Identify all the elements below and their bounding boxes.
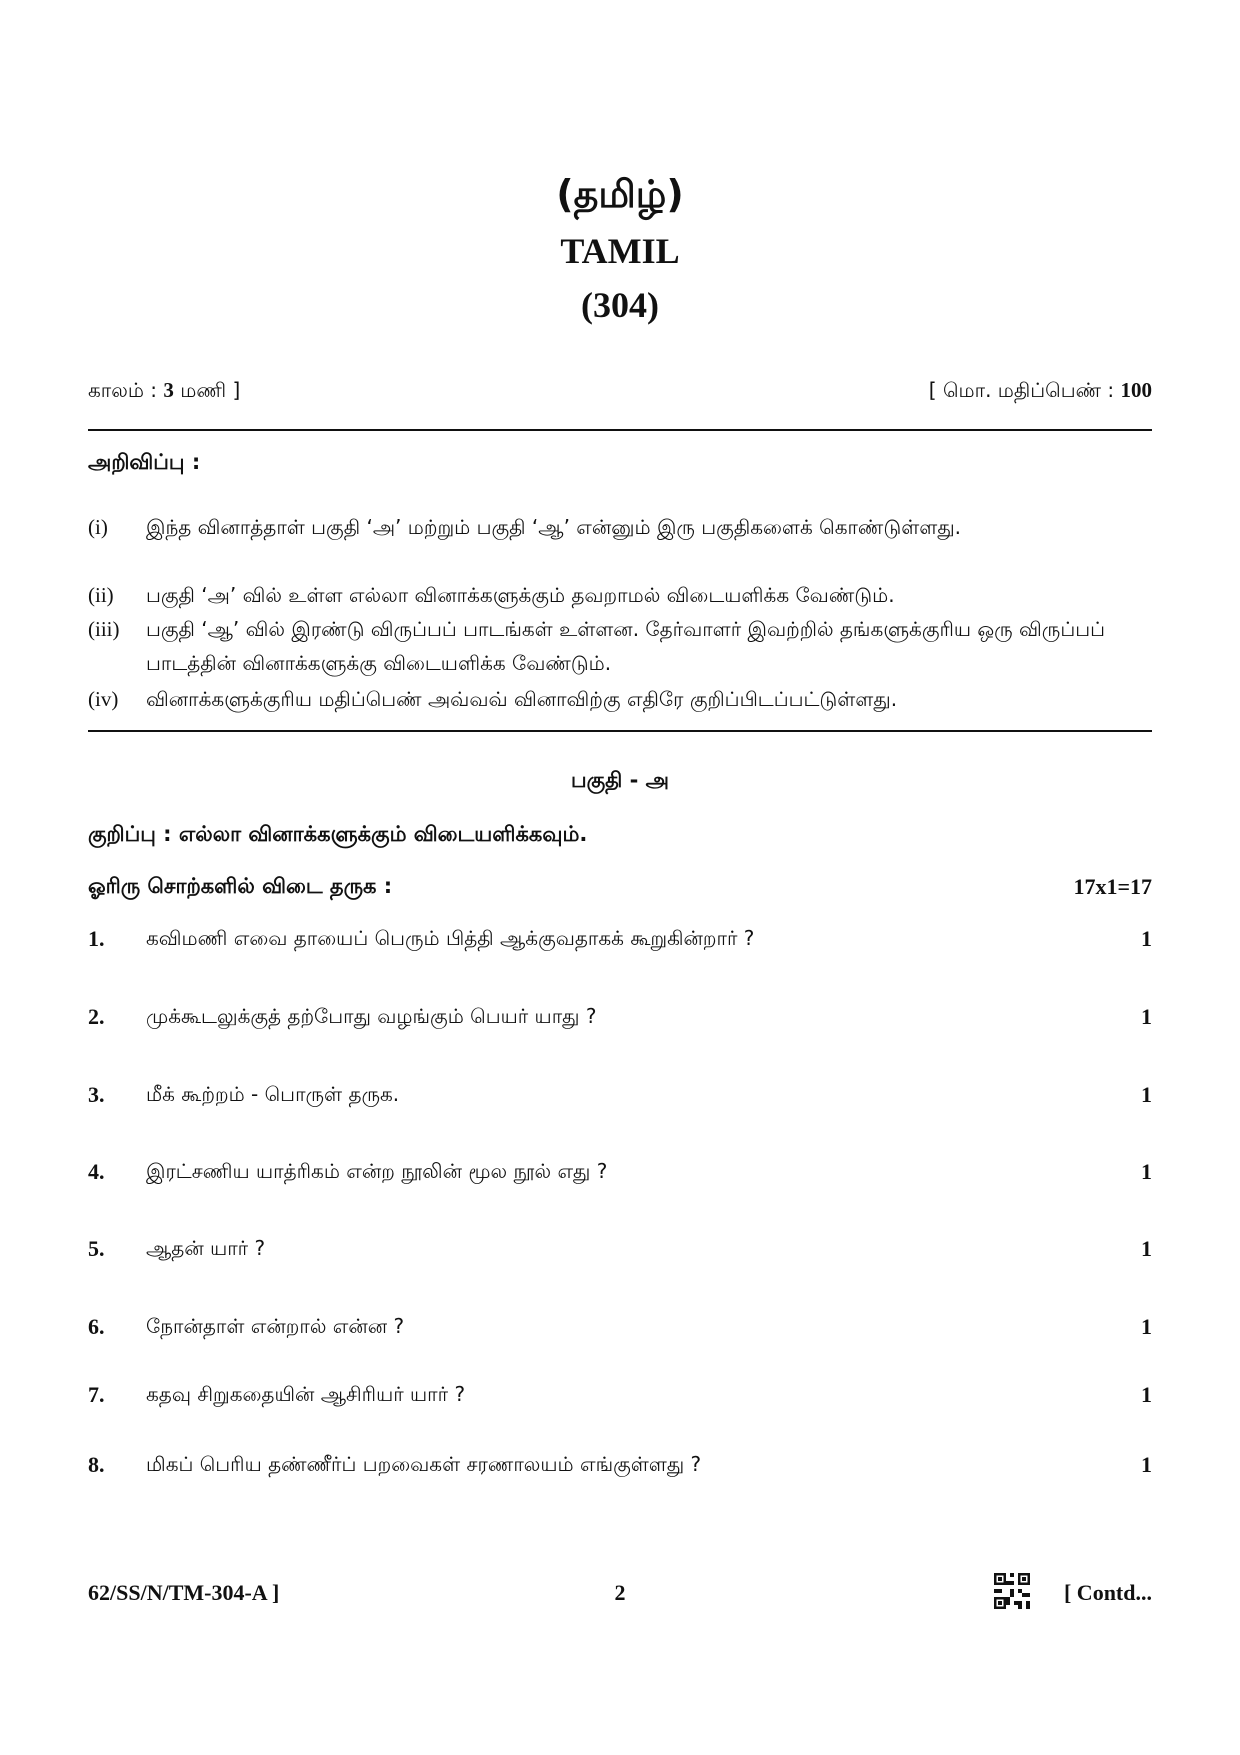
group-marks-total: 17x1=17 xyxy=(1073,874,1152,899)
question-text: கதவு சிறுகதையின் ஆசிரியர் யார் ? xyxy=(146,1382,466,1406)
instruction-item xyxy=(88,682,1152,716)
question-row xyxy=(88,1382,1152,1416)
instruction-text: பகுதி ‘அ’ வில் உள்ள எல்லா வினாக்களுக்கும் தவறாமல் விடையளிக்க வேண்டும். xyxy=(146,583,895,607)
question-mark: 1 xyxy=(1141,1314,1152,1339)
question-group-heading: ஓரிரு சொற்களில் விடை தருக : xyxy=(88,874,393,898)
instruction-number: (i) xyxy=(88,515,108,539)
question-row xyxy=(88,1004,1152,1038)
qr-code-icon xyxy=(994,1573,1030,1609)
instruction-text: பகுதி ‘ஆ’ வில் இரண்டு விருப்பப் பாடங்கள் உள்ளன. தேர்வாளர் இவற்றில் தங்களுக்குரிய ஒரு விருப்பப் பாடத்தின் வினாக்களுக்கு விடையளிக்க வேண்டும். xyxy=(146,617,1105,675)
page-title-tamil: (தமிழ்) xyxy=(556,172,684,216)
time-label: காலம் : xyxy=(88,378,164,402)
question-text: இரட்சணிய யாத்ரிகம் என்ற நூலின் மூல நூல் எது ? xyxy=(146,1159,608,1183)
question-text: மீக் கூற்றம் - பொருள் தருக. xyxy=(146,1082,400,1106)
question-row xyxy=(88,1452,1152,1486)
maximum-marks xyxy=(929,378,1152,405)
instruction-number: (iv) xyxy=(88,687,119,711)
question-mark: 1 xyxy=(1141,1082,1152,1107)
page-number: 2 xyxy=(614,1580,626,1605)
instruction-item xyxy=(88,510,1152,578)
question-number: 8. xyxy=(88,1452,105,1477)
time-value: 3 xyxy=(163,378,174,402)
instructions-divider xyxy=(88,730,1152,732)
marks-label: [ மொ. மதிப்பெண் : xyxy=(928,378,1121,402)
question-row xyxy=(88,1236,1152,1270)
question-number: 6. xyxy=(88,1314,105,1339)
instruction-text: வினாக்களுக்குரிய மதிப்பெண் அவ்வவ் வினாவிற்கு எதிரே குறிப்பிடப்பட்டுள்ளது. xyxy=(146,687,898,711)
continued-label: [ Contd... xyxy=(1063,1580,1152,1605)
paper-code: 62/SS/N/TM-304-A ] xyxy=(88,1580,280,1605)
marks-value: 100 xyxy=(1120,378,1152,402)
section-note: குறிப்பு : எல்லா வினாக்களுக்கும் விடையளிக்கவும். xyxy=(88,822,588,846)
time-unit: மணி ] xyxy=(173,378,241,402)
question-row xyxy=(88,1314,1152,1348)
question-text: மிகப் பெரிய தண்ணீர்ப் பறவைகள் சரணாலயம் எங்குள்ளது ? xyxy=(146,1452,702,1476)
question-row xyxy=(88,1082,1152,1116)
page-title-english: TAMIL xyxy=(560,231,680,271)
instruction-number: (ii) xyxy=(88,583,114,607)
subject-code: (304) xyxy=(581,285,659,325)
instruction-number: (iii) xyxy=(88,617,120,641)
question-text: கவிமணி எவை தாயைப் பெரும் பித்தி ஆக்குவதாகக் கூறுகின்றார் ? xyxy=(146,926,755,950)
instruction-item xyxy=(88,612,1152,680)
question-number: 3. xyxy=(88,1082,105,1107)
top-divider xyxy=(88,429,1152,431)
question-mark: 1 xyxy=(1141,1159,1152,1184)
question-number: 1. xyxy=(88,926,105,951)
time-duration xyxy=(88,378,240,405)
question-mark: 1 xyxy=(1141,1452,1152,1477)
instruction-item xyxy=(88,578,1152,612)
question-text: நோன்தாள் என்றால் என்ன ? xyxy=(146,1314,405,1338)
question-number: 5. xyxy=(88,1236,105,1261)
question-row xyxy=(88,1159,1152,1193)
instruction-text: இந்த வினாத்தாள் பகுதி ‘அ’ மற்றும் பகுதி ‘ஆ’ என்னும் இரு பகுதிகளைக் கொண்டுள்ளது. xyxy=(146,515,962,539)
instructions-heading: அறிவிப்பு : xyxy=(88,450,201,474)
question-mark: 1 xyxy=(1141,1382,1152,1407)
section-title: பகுதி - அ xyxy=(570,768,670,792)
question-text: ஆதன் யார் ? xyxy=(146,1236,266,1260)
question-number: 4. xyxy=(88,1159,105,1184)
question-row xyxy=(88,926,1152,960)
question-mark: 1 xyxy=(1141,926,1152,951)
question-mark: 1 xyxy=(1141,1004,1152,1029)
question-number: 2. xyxy=(88,1004,105,1029)
question-mark: 1 xyxy=(1141,1236,1152,1261)
question-text: முக்கூடலுக்குத் தற்போது வழங்கும் பெயர் யாது ? xyxy=(146,1004,597,1028)
question-number: 7. xyxy=(88,1382,105,1407)
